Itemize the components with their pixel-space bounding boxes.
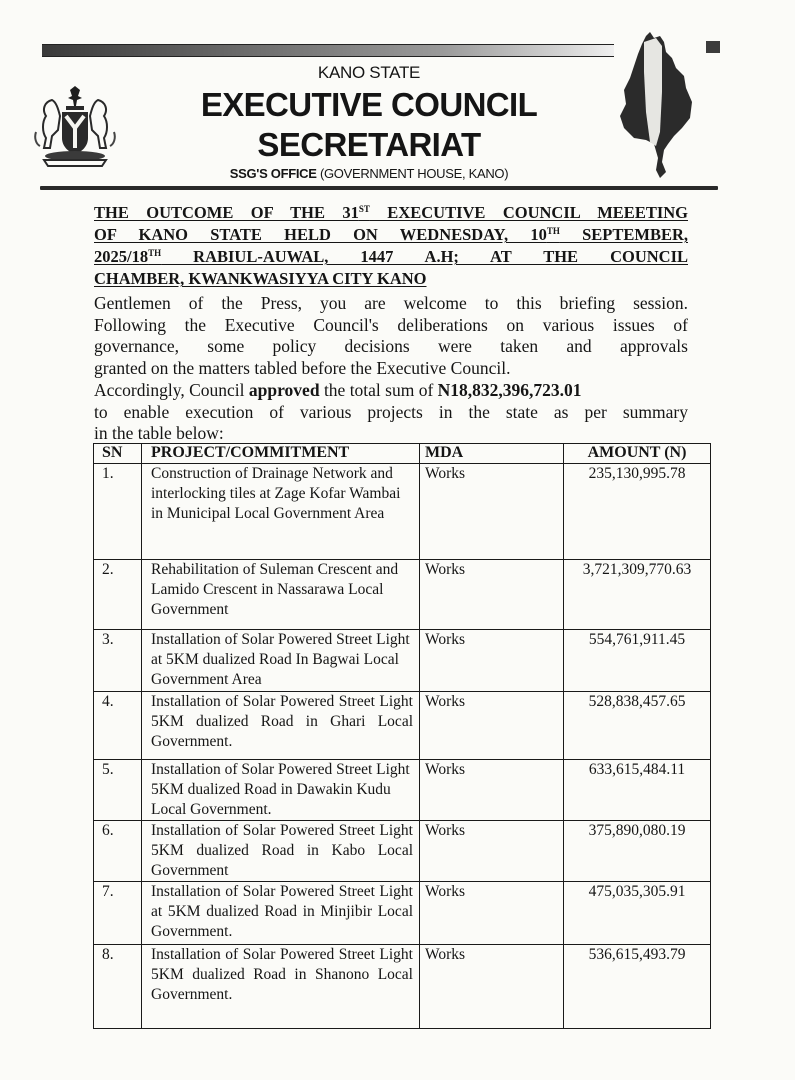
heading-line-3 [94,246,688,268]
table-row [94,882,711,945]
approval-line-2: to enable execution of various projects in the state as per summary [94,401,688,422]
table-row [94,821,711,882]
office-subtitle [124,166,614,182]
document-heading [94,202,688,290]
cell-amount: 633,615,484.11 [564,760,711,821]
cell-sn: 7. [94,882,142,945]
cell-amount: 3,721,309,770.63 [564,560,711,630]
cell-sn: 6. [94,821,142,882]
heading-text: SEPTEMBER, [559,225,688,244]
cell-project: Installation of Solar Powered Street Light at 5KM dualized Road In Bagwai Local Government Area [142,630,420,692]
heading-text: OF KANO STATE HELD ON WEDNESDAY, 10 [94,225,547,244]
approval-line-1 [94,380,688,402]
intro-line: Following the Executive Council's deliberations on various issues of [94,314,688,335]
cell-mda: Works [420,560,564,630]
cell-project: Installation of Solar Powered Street Light 5KM dualized Road in Ghari Local Government. [142,692,420,760]
table-row [94,464,711,560]
header-amount: AMOUNT (N) [564,444,711,464]
state-name: KANO STATE [317,63,421,82]
kano-map-icon [616,32,696,180]
cell-project: Construction of Drainage Network and interlocking tiles at Zage Kofar Wambai in Municipal Local Government Area [142,464,420,560]
heading-superscript: ST [358,204,370,214]
coat-of-arms-icon [30,86,120,168]
heading-line-4: CHAMBER, KWANKWASIYYA CITY KANO [94,269,427,288]
table-row [94,760,711,821]
cell-mda: Works [420,945,564,1029]
intro-line: governance, some policy decisions were taken and approvals [94,336,688,356]
cell-mda: Works [420,882,564,945]
heading-text: EXECUTIVE COUNCIL MEEETING [369,203,688,222]
cell-project: Installation of Solar Powered Street Light at 5KM dualized Road in Minjibir Local Government. [142,882,420,945]
cell-sn: 5. [94,760,142,821]
heading-superscript: TH [148,248,162,258]
cell-project: Installation of Solar Powered Street Light 5KM dualized Road in Dawakin Kudu Local Government. [142,760,420,821]
heading-superscript: TH [546,226,560,236]
cell-amount: 235,130,995.78 [564,464,711,560]
office-subtitle-bold: SSG'S OFFICE [229,166,317,181]
approval-paragraph [94,380,688,445]
office-subtitle-rest: (GOVERNMENT HOUSE, KANO) [316,166,509,181]
office-title-line-2: SECRETARIAT [257,126,481,163]
intro-line: Gentlemen of the Press, you are welcome to this briefing session. [94,293,688,313]
cell-mda: Works [420,760,564,821]
cell-sn: 3. [94,630,142,692]
approval-line-3: in the table below: [94,423,224,443]
table-row [94,560,711,630]
cell-sn: 4. [94,692,142,760]
table-row [94,945,711,1029]
cell-project: Installation of Solar Powered Street Light 5KM dualized Road in Shanono Local Government. [142,945,420,1029]
approval-text: the total sum of [319,380,438,400]
header-project: PROJECT/COMMITMENT [142,444,420,464]
header-top-bar [42,44,614,57]
cell-mda: Works [420,692,564,760]
projects-table [93,443,711,1029]
cell-amount: 536,615,493.79 [564,945,711,1029]
cell-amount: 554,761,911.45 [564,630,711,692]
cell-project: Rehabilitation of Suleman Crescent and Lamido Crescent in Nassarawa Local Government [142,560,420,630]
office-title-line-1: EXECUTIVE COUNCIL [200,86,538,123]
approval-text: Accordingly, Council [94,380,249,400]
cell-mda: Works [420,821,564,882]
heading-text: THE OUTCOME OF THE 31 [94,203,359,222]
intro-line: granted on the matters tabled before the Executive Council. [94,357,511,378]
corner-square-mark [706,41,720,53]
heading-text: RABIUL-AUWAL, 1447 A.H; AT THE COUNCIL [161,247,688,266]
heading-line-2 [94,224,688,246]
cell-sn: 1. [94,464,142,560]
cell-mda: Works [420,630,564,692]
header-mda: MDA [420,444,564,464]
cell-sn: 2. [94,560,142,630]
table-row [94,692,711,760]
heading-line-1 [94,202,688,224]
heading-text: 2025/18 [94,247,149,266]
header-sn: SN [94,444,142,464]
approved-word: approved [248,380,320,400]
header-bottom-bar [40,186,718,190]
cell-amount: 375,890,080.19 [564,821,711,882]
intro-paragraph [94,293,688,379]
table-row [94,630,711,692]
cell-mda: Works [420,464,564,560]
cell-project: Installation of Solar Powered Street Light 5KM dualized Road in Kabo Local Government [142,821,420,882]
cell-amount: 475,035,305.91 [564,882,711,945]
table-header-row [94,444,711,464]
cell-sn: 8. [94,945,142,1029]
approved-total: N18,832,396,723.01 [437,380,582,400]
cell-amount: 528,838,457.65 [564,692,711,760]
